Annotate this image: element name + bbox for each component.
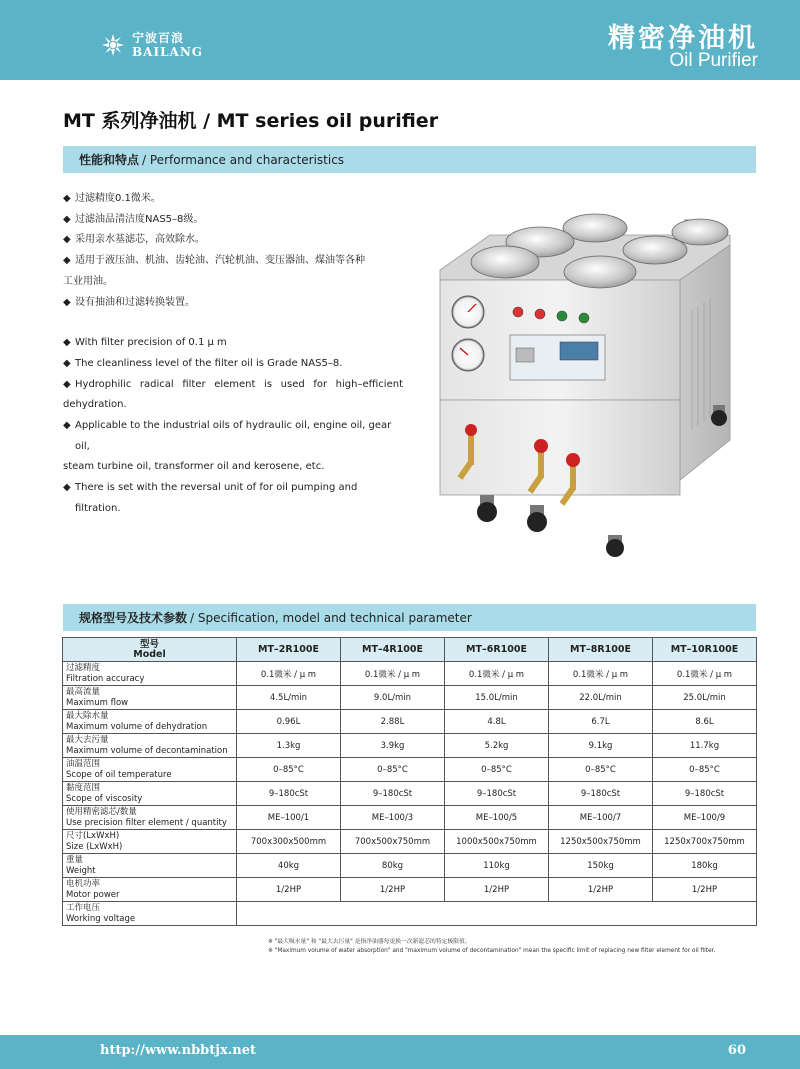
footnote-english: ※ "Maximum volume of water absorption" and "maximum volume of decontamination" mean the specific limit of replacing new filter element for oil filter. <box>268 948 716 954</box>
table-cell: ME–100/1 <box>237 806 341 830</box>
section-performance-header <box>63 146 756 173</box>
list-item-continuation: steam turbine oil, transformer oil and kerosene, etc. <box>63 461 325 473</box>
row-label-cell: 油温范围 Scope of oil temperature <box>63 758 237 782</box>
diamond-bullet-icon: ◆ <box>63 193 71 204</box>
diamond-bullet-icon: ◆ <box>63 357 71 369</box>
diamond-bullet-icon: ◆ <box>63 420 71 432</box>
page-header <box>0 0 800 80</box>
table-cell: 9–180cSt <box>549 782 653 806</box>
brand-logo <box>100 32 203 58</box>
table-cell: ME–100/9 <box>653 806 757 830</box>
model-header-cell: 型号 Model <box>63 638 237 662</box>
table-row <box>63 710 757 734</box>
model-column-header: MT–2R100E <box>237 638 341 662</box>
table-cell: 4.5L/min <box>237 686 341 710</box>
table-cell: 1/2HP <box>341 878 445 902</box>
table-cell: 9.1kg <box>549 734 653 758</box>
table-cell: 9–180cSt <box>445 782 549 806</box>
table-cell: 3.9kg <box>341 734 445 758</box>
table-cell: 2.88L <box>341 710 445 734</box>
table-cell: 8.6L <box>653 710 757 734</box>
table-cell: 0.1微米 / μ m <box>549 662 653 686</box>
table-row <box>63 902 757 926</box>
table-cell: 15.0L/min <box>445 686 549 710</box>
section-title-chinese: 规格型号及技术参数 <box>79 611 188 625</box>
table-cell: 0–85°C <box>549 758 653 782</box>
diamond-bullet-icon: ◆ <box>63 213 71 225</box>
specification-table <box>62 637 757 926</box>
model-column-header: MT–10R100E <box>653 638 757 662</box>
model-column-header: MT–8R100E <box>549 638 653 662</box>
list-item: ◆ There is set with the reversal unit of for oil pumping and filtration. <box>63 478 403 519</box>
table-cell: 0.96L <box>237 710 341 734</box>
table-row <box>63 878 757 902</box>
table-row <box>63 734 757 758</box>
header-title-english: Oil Purifier <box>669 50 758 71</box>
table-cell: 1.3kg <box>237 734 341 758</box>
footer-website-link[interactable]: http://www.nbbtjx.net <box>100 1043 256 1058</box>
table-cell: 9–180cSt <box>653 782 757 806</box>
table-cell: 1/2HP <box>653 878 757 902</box>
row-label-cell: 最高流量 Maximum flow <box>63 686 237 710</box>
row-label-cell: 尺寸(LxWxH) Size (LxWxH) <box>63 830 237 854</box>
row-label-cell: 电机功率 Motor power <box>63 878 237 902</box>
features-list <box>63 189 403 520</box>
table-cell: 150kg <box>549 854 653 878</box>
table-row <box>63 782 757 806</box>
table-cell: 0–85°C <box>653 758 757 782</box>
table-cell: 5.2kg <box>445 734 549 758</box>
list-item: ◆ The cleanliness level of the filter oil is Grade NAS5–8. <box>63 354 403 375</box>
footnote-chinese: ※ "最大吸水量" 和 "最大去污量" 是指净油器每更换一次新滤芯的特定极限值。 <box>268 939 471 945</box>
page-footer <box>0 1035 800 1069</box>
list-item-continuation: dehydration. <box>63 399 127 411</box>
diamond-bullet-icon: ◆ <box>63 378 71 390</box>
table-cell: 9.0L/min <box>341 686 445 710</box>
table-cell: 0–85°C <box>341 758 445 782</box>
bailang-logo-icon <box>100 32 126 58</box>
table-row <box>63 830 757 854</box>
table-cell: 700x500x750mm <box>341 830 445 854</box>
model-column-header: MT–6R100E <box>445 638 549 662</box>
table-cell: 9–180cSt <box>237 782 341 806</box>
table-row <box>63 686 757 710</box>
model-column-header: MT–4R100E <box>341 638 445 662</box>
table-cell: 0–85°C <box>445 758 549 782</box>
table-cell: ME–100/7 <box>549 806 653 830</box>
table-cell: 6.7L <box>549 710 653 734</box>
diamond-bullet-icon: ◆ <box>63 296 71 308</box>
list-item: ◆ With filter precision of 0.1 μ m <box>63 333 403 354</box>
table-cell: 1000x500x750mm <box>445 830 549 854</box>
diamond-bullet-icon: ◆ <box>63 255 71 267</box>
table-row <box>63 806 757 830</box>
table-cell: 11.7kg <box>653 734 757 758</box>
list-item: ◆ Applicable to the industrial oils of hydraulic oil, engine oil, gear oil, <box>63 416 403 457</box>
table-cell: 9–180cSt <box>341 782 445 806</box>
table-cell: 1250x500x750mm <box>549 830 653 854</box>
table-cell: 0.1微米 / μ m <box>653 662 757 686</box>
page-number: 60 <box>727 1043 746 1058</box>
header-title-chinese: 精密净油机 <box>608 23 758 54</box>
section-specification-header <box>63 604 756 631</box>
row-label-cell: 最大去污量 Maximum volume of decontamination <box>63 734 237 758</box>
table-cell-merged <box>237 902 757 926</box>
table-cell: ME–100/5 <box>445 806 549 830</box>
row-label-cell: 重量 Weight <box>63 854 237 878</box>
table-cell: 0.1微米 / μ m <box>237 662 341 686</box>
row-label-cell: 工作电压 Working voltage <box>63 902 237 926</box>
table-cell: 0.1微米 / μ m <box>341 662 445 686</box>
row-label-cell: 使用精密滤芯/数量 Use precision filter element / quantity <box>63 806 237 830</box>
table-header-row <box>63 638 757 662</box>
page-title: MT 系列净油机 / MT series oil purifier <box>63 110 439 132</box>
diamond-bullet-icon: ◆ <box>63 234 71 246</box>
oil-purifier-machine-image <box>430 200 750 560</box>
table-cell: 1/2HP <box>549 878 653 902</box>
row-label-cell: 过滤精度 Filtration accuracy <box>63 662 237 686</box>
list-item: ◆ 过滤油品清洁度NAS5–8级。 <box>63 210 403 231</box>
table-cell: 1/2HP <box>237 878 341 902</box>
list-item: ◆ Hydrophilic radical filter element is used for high–efficient <box>63 375 403 396</box>
table-cell: ME–100/3 <box>341 806 445 830</box>
table-cell: 80kg <box>341 854 445 878</box>
table-cell: 700x300x500mm <box>237 830 341 854</box>
section-title-chinese: 性能和特点 <box>79 153 140 167</box>
row-label-cell: 黏度范围 Scope of viscosity <box>63 782 237 806</box>
section-title-english: / Specification, model and technical parameter <box>190 610 472 625</box>
logo-chinese-name: 宁波百浪 <box>132 31 185 45</box>
diamond-bullet-icon: ◆ <box>63 482 71 494</box>
table-cell: 1250x700x750mm <box>653 830 757 854</box>
row-label-cell: 最大除水量 Maximum volume of dehydration <box>63 710 237 734</box>
table-row <box>63 662 757 686</box>
table-row <box>63 758 757 782</box>
table-cell: 1/2HP <box>445 878 549 902</box>
section-title-english: / Performance and characteristics <box>142 152 345 167</box>
list-item: ◆ 设有抽油和过滤转换装置。 <box>63 293 403 314</box>
list-item-continuation: 工业用油。 <box>63 275 113 287</box>
table-cell: 0–85°C <box>237 758 341 782</box>
table-cell: 25.0L/min <box>653 686 757 710</box>
list-item: ◆ 采用亲水基滤芯，高效除水。 <box>63 230 403 251</box>
table-footnotes <box>268 938 715 956</box>
table-cell: 180kg <box>653 854 757 878</box>
table-cell: 22.0L/min <box>549 686 653 710</box>
list-item: ◆ 过滤精度0.1微米。 <box>63 189 403 210</box>
logo-english-name: BAILANG <box>132 45 204 59</box>
table-cell: 40kg <box>237 854 341 878</box>
table-cell: 0.1微米 / μ m <box>445 662 549 686</box>
list-item: ◆ 适用于液压油、机油、齿轮油、汽轮机油、变压器油、煤油等各种 <box>63 251 403 272</box>
diamond-bullet-icon: ◆ <box>63 337 71 349</box>
table-cell: 4.8L <box>445 710 549 734</box>
table-row <box>63 854 757 878</box>
table-cell: 110kg <box>445 854 549 878</box>
